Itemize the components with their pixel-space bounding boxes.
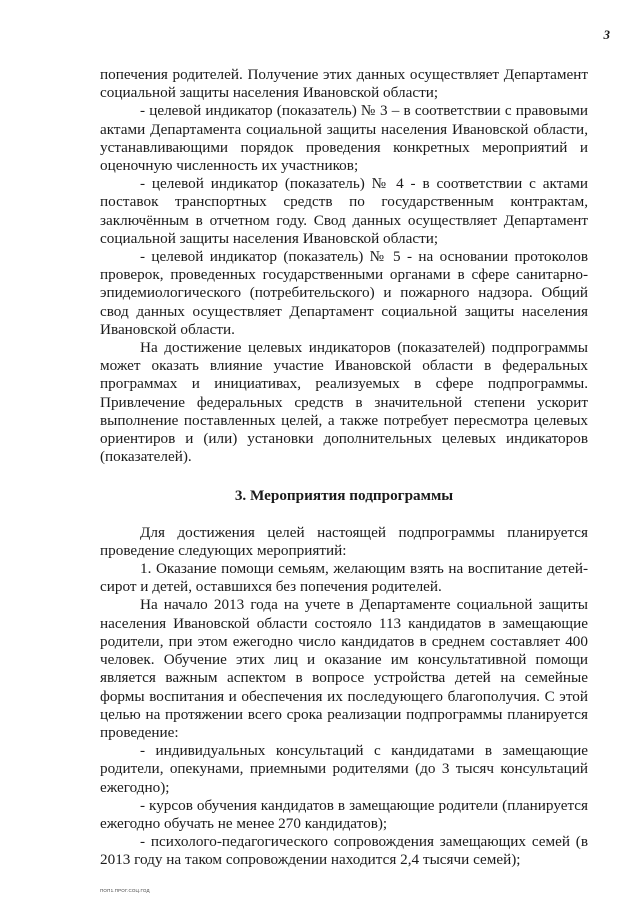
list-item-indicator-5: - целевой индикатор (показатель) № 5 - на основании протоколов проверок, проведенных государственными органами в сфере санитарно-эпидемиологического (потребительского) и пожарного надзора. Общий свод данных осуществляет Департамент социальной защиты населения Ивановской области. [100,248,588,338]
paragraph-federal-participation: На достижение целевых индикаторов (показателей) подпрограммы может оказать влияние участие Ивановской области в федеральных программах и инициативах, реализуемых в сфере подпрограммы. Привлечение федеральных средств в значительной степени ускорит выполнение поставленных целей, а также потребует пересмотра целевых ориентиров и (или) установки дополнительных целевых индикаторов (показателей). [100,339,588,466]
paragraph-continuation: попечения родителей. Получение этих данных осуществляет Департамент социальной защиты населения Ивановской области; [100,66,588,102]
paragraph-candidates: На начало 2013 года на учете в Департаменте социальной защиты населения Ивановской области состояло 113 кандидатов в замещающие родители, при этом ежегодно число кандидатов в среднем составляет 400 человек. Обучение этих лиц и оказание им консультативной помощи является важным аспектом в вопросе устройства детей на семейные формы воспитания и обеспечения их последующего благополучия. С этой целью на протяжении всего срока реализации подпрограммы планируется проведение: [100,596,588,741]
paragraph-intro: Для достижения целей настоящей подпрограммы планируется проведение следующих мероприятий: [100,523,588,559]
list-item-indicator-3: - целевой индикатор (показатель) № 3 – в соответствии с правовыми актами Департамента социальной защиты населения Ивановской области, устанавливающими порядок проведения конкретных мероприятий и оценочную численность их участников; [100,102,588,175]
list-item-indicator-4: - целевой индикатор (показатель) № 4 - в соответствии с актами поставок транспортных средств по государственным контрактам, заключённым в отчетном году. Свод данных осуществляет Департамент социальной защиты населения Ивановской области; [100,175,588,247]
list-item-courses: - курсов обучения кандидатов в замещающие родители (планируется ежегодно обучать не менее 270 кандидатов); [100,796,588,832]
list-item-consultations: - индивидуальных консультаций с кандидатами в замещающие родители, опекунами, приемными родителями (до 3 тысяч консультаций ежегодно); [100,742,588,796]
page-number: 3 [603,27,610,42]
list-item-support: - психолого-педагогического сопровождения замещающих семей (в 2013 году на таком сопровождении находится 2,4 тысячи семей); [100,833,588,869]
footer-code: ПОП1.ПРОГ.СОЦ.ГОД [100,888,150,893]
document-body [100,66,588,870]
section-title: 3. Мероприятия подпрограммы [234,487,454,505]
paragraph-measure-1: 1. Оказание помощи семьям, желающим взять на воспитание детей-сирот и детей, оставшихся без попечения родителей. [100,560,588,596]
